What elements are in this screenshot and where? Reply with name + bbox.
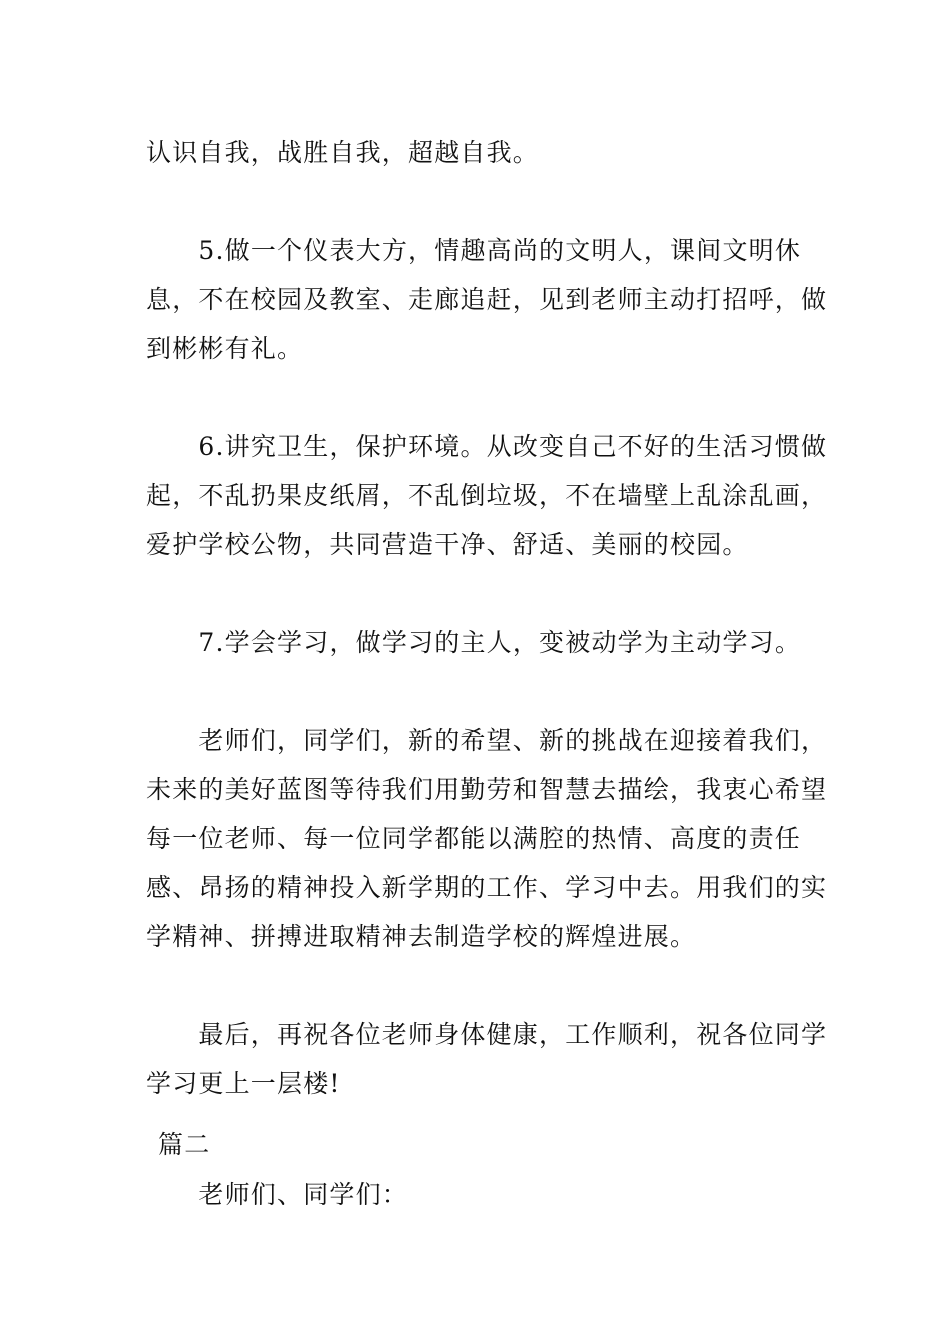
paragraph-closing-call: 老师们，同学们，新的希望、新的挑战在迎接着我们，未来的美好蓝图等待我们用勤劳和智慧去描绘，我衷心希望每一位老师、每一位同学都能以满腔的热情、高度的责任感、昂扬的精神投入新学期的工作、学习中去。用我们的实学精神、拼搏进取精神去制造学校的辉煌进展。 (146, 726, 828, 951)
paragraph-item-5: 5.做一个仪表大方，情趣高尚的文明人，课间文明休息，不在校园及教室、走廊追赶，见到老师主动打招呼，做到彬彬有礼。 (146, 236, 828, 363)
paragraph-item-7: 7.学会学习，做学习的主人，变被动学为主动学习。 (146, 628, 802, 657)
paragraph-intro-continuation: 认识自我，战胜自我，超越自我。 (146, 138, 540, 167)
greeting-line: 老师们、同学们： (146, 1180, 409, 1209)
section-heading: 篇二 (158, 1130, 211, 1159)
paragraph-item-6: 6.讲究卫生，保护环境。从改变自己不好的生活习惯做起，不乱扔果皮纸屑，不乱倒垃圾，不在墙壁上乱涂乱画，爱护学校公物，共同营造干净、舒适、美丽的校园。 (146, 432, 828, 559)
paragraph-final-wishes: 最后，再祝各位老师身体健康，工作顺利，祝各位同学学习更上一层楼! (146, 1020, 828, 1098)
